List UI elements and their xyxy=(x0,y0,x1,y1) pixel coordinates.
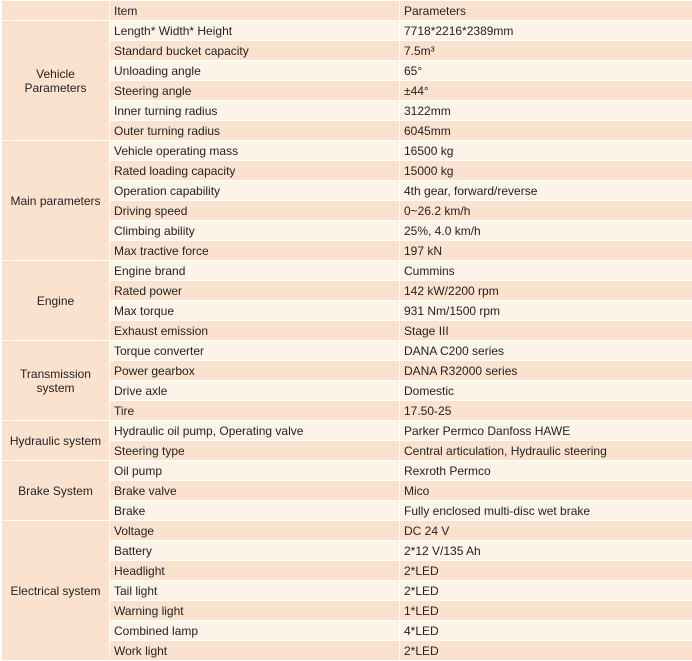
item-cell: Torque converter xyxy=(110,341,400,361)
item-cell: Power gearbox xyxy=(110,361,400,381)
table-row xyxy=(2,261,692,281)
parameter-value-cell: 1*LED xyxy=(400,601,692,621)
item-cell: Headlight xyxy=(110,561,400,581)
parameter-value-cell: 0~26.2 km/h xyxy=(400,201,692,221)
group-label-cell: Engine xyxy=(2,261,110,341)
group-label-cell: Main parameters xyxy=(2,141,110,261)
group-label-cell: Hydraulic system xyxy=(2,421,110,461)
item-cell: Rated power xyxy=(110,281,400,301)
table-row xyxy=(2,521,692,541)
parameter-value-cell: Parker Permco Danfoss HAWE xyxy=(400,421,692,441)
parameter-value-cell: DANA C200 series xyxy=(400,341,692,361)
table-row xyxy=(2,141,692,161)
parameter-value-cell: 17.50-25 xyxy=(400,401,692,421)
table-row xyxy=(2,421,692,441)
parameter-value-cell: Rexroth Permco xyxy=(400,461,692,481)
item-cell: Outer turning radius xyxy=(110,121,400,141)
item-cell: Battery xyxy=(110,541,400,561)
item-cell: Rated loading capacity xyxy=(110,161,400,181)
parameter-value-cell: 65° xyxy=(400,61,692,81)
table-row xyxy=(2,21,692,41)
parameter-value-cell: Cummins xyxy=(400,261,692,281)
parameter-value-cell: 4*LED xyxy=(400,621,692,641)
parameter-value-cell: Mico xyxy=(400,481,692,501)
item-cell: Driving speed xyxy=(110,201,400,221)
parameters-table-body xyxy=(2,1,692,661)
parameter-value-cell: ±44° xyxy=(400,81,692,101)
header-parameters-cell: Parameters xyxy=(400,1,692,21)
group-label-cell: Vehicle Parameters xyxy=(2,21,110,141)
parameter-value-cell: 931 Nm/1500 rpm xyxy=(400,301,692,321)
parameter-value-cell: 6045mm xyxy=(400,121,692,141)
parameter-value-cell: 197 kN xyxy=(400,241,692,261)
item-cell: Unloading angle xyxy=(110,61,400,81)
parameter-value-cell: 3122mm xyxy=(400,101,692,121)
item-cell: Max torque xyxy=(110,301,400,321)
item-cell: Steering angle xyxy=(110,81,400,101)
parameter-value-cell: Fully enclosed multi-disc wet brake xyxy=(400,501,692,521)
parameter-value-cell: 7.5m³ xyxy=(400,41,692,61)
header-group-cell xyxy=(2,1,110,21)
item-cell: Inner turning radius xyxy=(110,101,400,121)
item-cell: Vehicle operating mass xyxy=(110,141,400,161)
group-label-cell: Brake System xyxy=(2,461,110,521)
parameter-value-cell: Central articulation, Hydraulic steering xyxy=(400,441,692,461)
parameter-value-cell: Stage III xyxy=(400,321,692,341)
item-cell: Oil pump xyxy=(110,461,400,481)
parameter-value-cell: 25%, 4.0 km/h xyxy=(400,221,692,241)
parameter-value-cell: 15000 kg xyxy=(400,161,692,181)
item-cell: Voltage xyxy=(110,521,400,541)
item-cell: Brake xyxy=(110,501,400,521)
parameter-value-cell: 2*12 V/135 Ah xyxy=(400,541,692,561)
item-cell: Exhaust emission xyxy=(110,321,400,341)
parameter-value-cell: 16500 kg xyxy=(400,141,692,161)
parameter-value-cell: 2*LED xyxy=(400,581,692,601)
item-cell: Tail light xyxy=(110,581,400,601)
header-item-cell: Item xyxy=(110,1,400,21)
item-cell: Operation capability xyxy=(110,181,400,201)
parameter-value-cell: 142 kW/2200 rpm xyxy=(400,281,692,301)
item-cell: Steering type xyxy=(110,441,400,461)
parameter-value-cell: DC 24 V xyxy=(400,521,692,541)
item-cell: Combined lamp xyxy=(110,621,400,641)
group-label-cell: Electrical system xyxy=(2,521,110,661)
table-row xyxy=(2,341,692,361)
parameter-value-cell: 2*LED xyxy=(400,641,692,661)
table-header-row xyxy=(2,1,692,21)
parameter-value-cell: 7718*2216*2389mm xyxy=(400,21,692,41)
parameters-table xyxy=(1,0,692,661)
parameter-value-cell: 2*LED xyxy=(400,561,692,581)
item-cell: Work light xyxy=(110,641,400,661)
parameter-value-cell: DANA R32000 series xyxy=(400,361,692,381)
parameter-value-cell: 4th gear, forward/reverse xyxy=(400,181,692,201)
parameter-value-cell: Domestic xyxy=(400,381,692,401)
item-cell: Climbing ability xyxy=(110,221,400,241)
item-cell: Max tractive force xyxy=(110,241,400,261)
item-cell: Engine brand xyxy=(110,261,400,281)
item-cell: Warning light xyxy=(110,601,400,621)
group-label-cell: Transmission system xyxy=(2,341,110,421)
table-row xyxy=(2,461,692,481)
item-cell: Tire xyxy=(110,401,400,421)
item-cell: Standard bucket capacity xyxy=(110,41,400,61)
item-cell: Drive axle xyxy=(110,381,400,401)
item-cell: Hydraulic oil pump, Operating valve xyxy=(110,421,400,441)
item-cell: Length* Width* Height xyxy=(110,21,400,41)
item-cell: Brake valve xyxy=(110,481,400,501)
